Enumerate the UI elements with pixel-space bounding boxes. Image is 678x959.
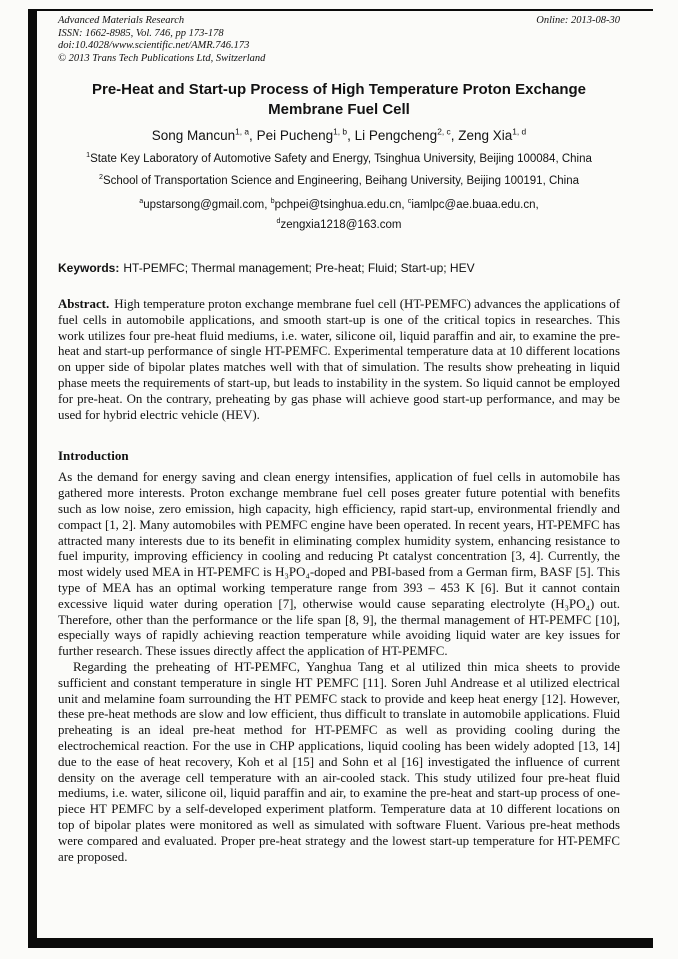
email [277,219,402,231]
abstract-paragraph [58,297,620,423]
affiliation-marker: 1 [86,151,91,160]
author [257,128,351,143]
keywords-line [58,260,620,276]
introduction-paragraph-2: Regarding the preheating of HT-PEMFC, Yanghua Tang et al utilized thin mica sheets to provide sufficient and constant temperature in single HT PEMFC [11]. Soren Juhl Andrease et al utilized electrical unit and melamine foam surrounding the HT PEMFC stack to provide and keep heat energy [12]. However, these pre-heat methods are slow and low efficient, thus difficult to translate in automobile applications. Fluid preheating is an ideal pre-heat method for HT-PEMFC as well as providing cooling during the electrochemical reaction. For the use in CHP applications, liquid cooling has been widely adopted [13, 14] due to the ease of heat recovery, Koh et al [15] and Sohn et al [16] investigated the influence of current density on the average cell temperature with an air-cooled stack. This study utilized four pre-heat fluid mediums, i.e. water, silicone oil, liquid paraffin and air, to examine the pre-heat and start-up process of one-piece HT PEMFC by a self-developed experiment platform. Temperature data at 10 different locations on top of bipolar plates were monitored as well as simulated with software Fluent. Various pre-heat methods were compared and evaluated. Proper pre-heat strategy and the lowest start-up temperature for HT-PEMFC are proposed. [58,659,620,864]
paper-title: Pre-Heat and Start-up Process of High Temperature Proton Exchange Membrane Fuel Cell [92,81,586,118]
email-address: upstarsong@gmail.com, [143,199,268,211]
keywords-label: Keywords: [58,261,120,275]
email-marker: b [270,197,275,206]
author-emails [58,198,620,233]
email-address: zengxia1218@163.com [280,219,402,231]
keywords-text: HT-PEMFC; Thermal management; Pre-heat; Fluid; Start-up; HEV [123,261,475,275]
author-separator: , [347,128,351,143]
email [408,199,539,211]
email-address: iamlpc@ae.buaa.edu.cn, [411,199,539,211]
email-marker: c [407,197,412,206]
email-marker: a [139,197,144,206]
author-name: Song Mancun [151,128,236,143]
email-address: pchpei@tsinghua.edu.cn, [274,199,405,211]
publication-info [58,15,265,65]
author-affiliation-marker: 2, c [437,126,451,137]
email [139,199,267,211]
section-heading-introduction: Introduction [58,448,129,464]
introduction-paragraph-1: As the demand for energy saving and clean energy intensifies, application of fuel cells in automobile has gathered more interests. Proton exchange membrane fuel cell poses greater future potential with benefits such as low noise, zero emission, high capacity, high efficiency, rapid start-up, environmental friendly and compact [1, 2]. Many automobiles with PEMFC engine have been operated. In recent years, HT-PEMFC has attracted many interests due to its benefit in eliminating complex humidity system, enhancing resistance to fuel impurity, improving efficiency in cooling and reducing Pt catalyst concentration [3, 4]. Currently, the most widely used MEA in HT-PEMFC is H₃PO₄-doped and PBI-based from a German firm, BASF [5]. This type of MEA has an optimal working temperature range from 393 – 453 K [6]. But it cannot contain excessive liquid water during operation [7], otherwise would cause separating electrolyte (H₃PO₄) out. Therefore, other than the performance or the life span [8, 9], the thermal management of HT-PEMFC [10], especially ways of rapidly achieving reaction temperature while avoiding liquid water are key issues for further research. These issues directly affect the application of HT-PEMFC. [58,470,620,659]
author-separator: , [249,128,253,143]
page-content [58,15,620,865]
authors-line [58,127,620,145]
email-line-1 [58,198,620,213]
email [271,199,405,211]
author-affiliation-marker: 1, b [333,126,348,137]
affiliation-marker: 2 [98,173,103,182]
copyright-line: © 2013 Trans Tech Publications Ltd, Switzerland [58,52,266,64]
affiliation-2 [58,174,620,189]
author [458,128,526,143]
journal-name: Advanced Materials Research [58,15,185,26]
issn-volume-line: ISSN: 1662-8985, Vol. 746, pp 173-178 [58,27,224,39]
publication-header [58,15,620,65]
author-name: Pei Pucheng [256,128,334,143]
email-line-2 [58,218,620,233]
affiliation-1 [58,152,620,167]
affiliation-text: School of Transportation Science and Engineering, Beihang University, Beijing 100191, China [102,175,580,187]
doi-line: doi:10.4028/www.scientific.net/AMR.746.173 [58,40,250,51]
author [355,128,455,143]
author [152,128,253,143]
abstract-label: Abstract. [58,297,110,311]
email-marker: d [276,217,281,226]
author-separator: , [450,128,455,143]
affiliation-text: State Key Laboratory of Automotive Safety and Energy, Tsinghua University, Beijing 100084, China [90,153,592,165]
author-name: Li Pengcheng [354,128,438,143]
author-affiliation-marker: 1, a [235,126,250,137]
author-affiliation-marker: 1, d [512,126,527,137]
author-name: Zeng Xia [458,128,513,143]
abstract-text: High temperature proton exchange membrane fuel cell (HT-PEMFC) advances the applications of fuel cells in automobile applications, and smooth start-up is one of the critical topics in researches. This work utilizes four pre-heat fluid mediums, i.e. water, silicone oil, liquid paraffin and air, to examine the pre-heat and start-up performance of single HT-PEMFC. Experimental temperature data at 10 different locations on upper side of bipolar plates matches well with that of simulation. The results show preheating in liquid phase meets the requirements of start-up, but leads to instability in the system. So liquid cannot be employed for pre-heat. On the contrary, preheating by gas phase will achieve good start-up performance, and may be used for hybrid electric vehicle (HEV). [58,297,620,422]
online-date: Online: 2013-08-30 [536,15,620,26]
